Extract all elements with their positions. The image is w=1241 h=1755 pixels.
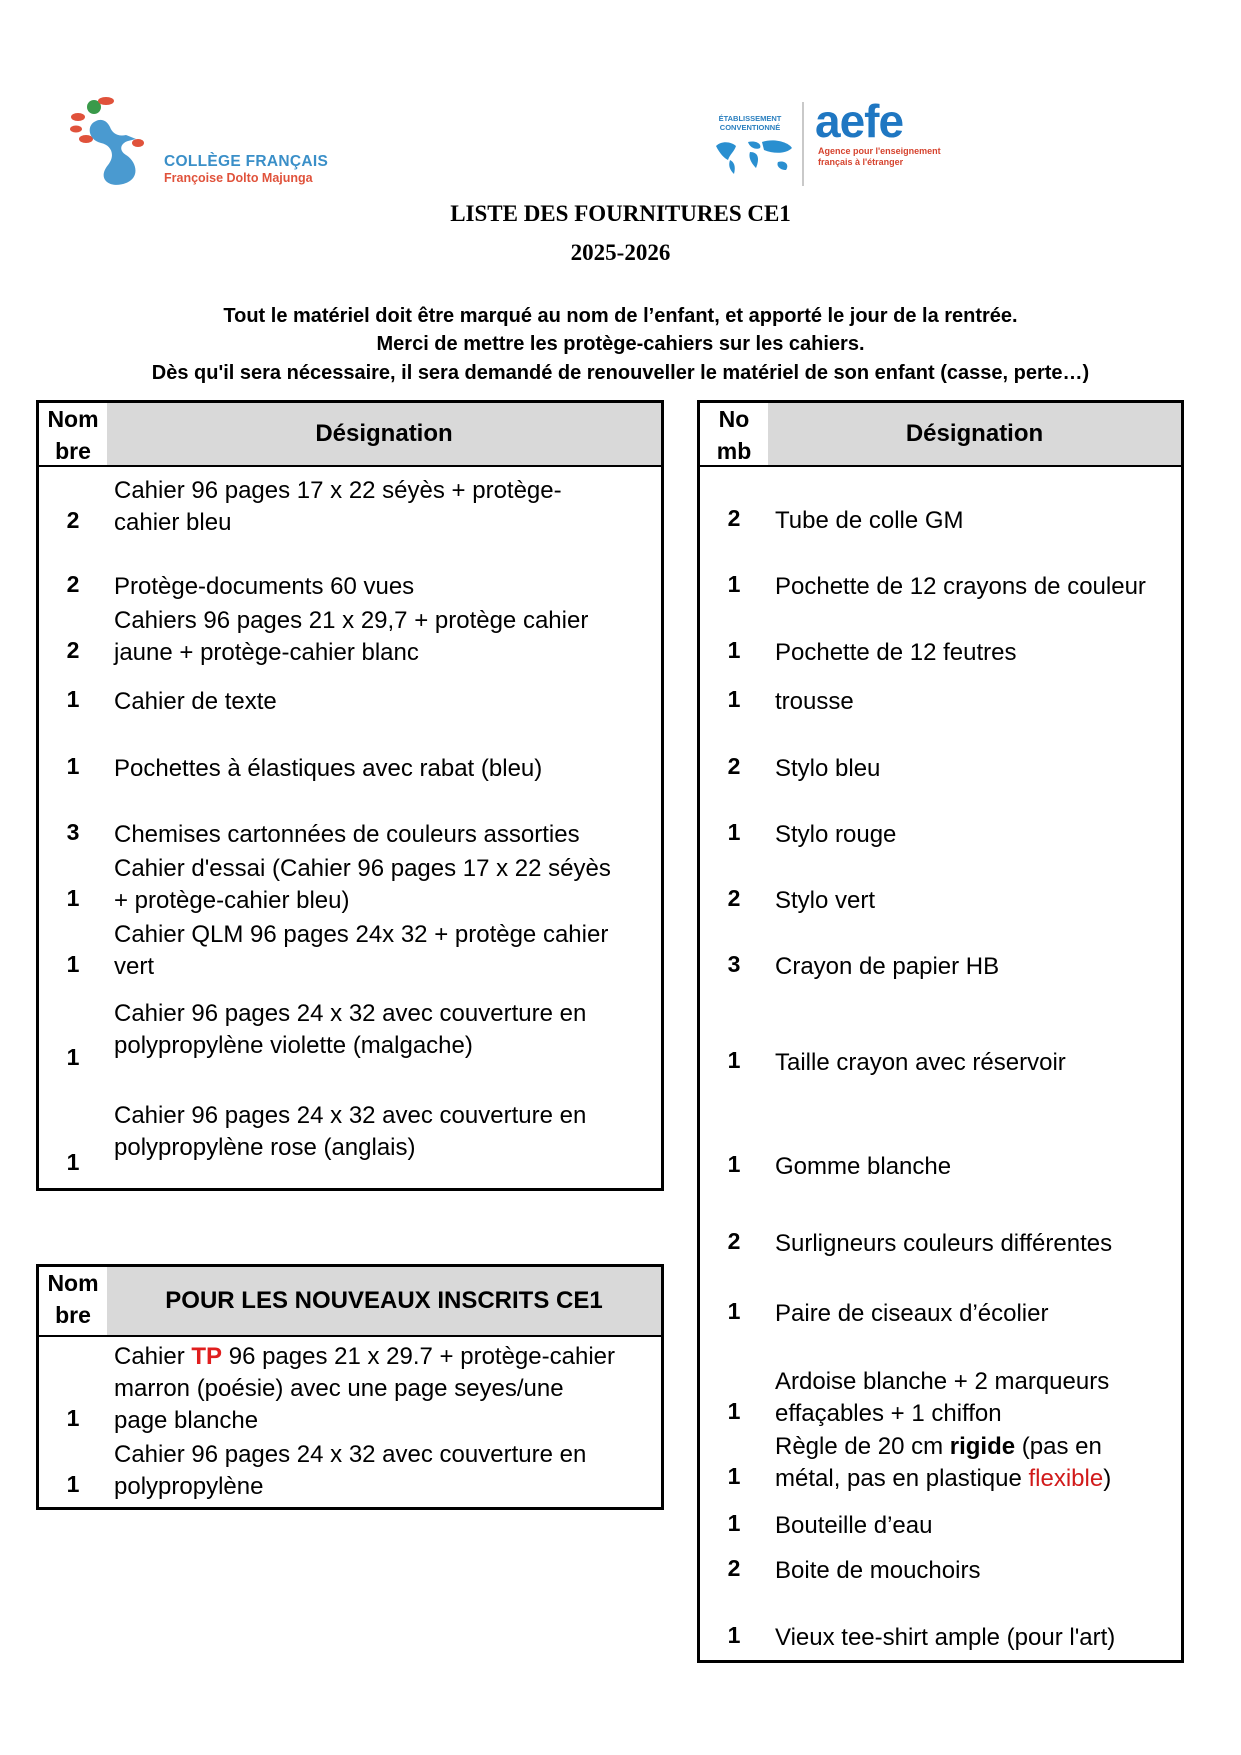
- row-designation: Stylo rouge: [775, 821, 897, 848]
- supplies-table-right: [697, 400, 1184, 1663]
- row-quantity: 1: [727, 637, 741, 663]
- row-designation: Pochettes à élastiques avec rabat (bleu): [114, 755, 543, 782]
- aefe-logo: [708, 95, 948, 190]
- row-quantity: 1: [727, 1398, 741, 1424]
- table-header: [39, 403, 661, 467]
- flexible-highlight: flexible: [1028, 1465, 1104, 1492]
- world-map-icon: [712, 136, 796, 176]
- row-quantity: 1: [66, 753, 80, 779]
- header-new-students: POUR LES NOUVEAUX INSCRITS CE1: [165, 1287, 603, 1314]
- row-designation: Cahier 96 pages 17 x 22 séyès + protège- cahier bleu: [114, 477, 562, 536]
- row-quantity: 1: [66, 686, 80, 712]
- school-year: 2025-2026: [570, 240, 671, 265]
- row-designation: Ardoise blanche + 2 marqueurs effaçables + 1 chiffon: [775, 1368, 1110, 1427]
- document-title: LISTE DES FOURNITURES CE1: [450, 201, 791, 226]
- row-designation: trousse: [775, 688, 854, 715]
- college-subtitle: Françoise Dolto Majunga: [164, 171, 313, 185]
- row-designation: Chemises cartonnées de couleurs assorties: [114, 821, 580, 848]
- row-quantity: 1: [727, 1510, 741, 1536]
- row-quantity: 2: [727, 505, 741, 531]
- header-number: Nom bre: [39, 403, 107, 465]
- row-quantity: 1: [727, 1463, 741, 1489]
- row-designation: Cahier 96 pages 24 x 32 avec couverture en polypropylène violette (malgache): [114, 1000, 587, 1059]
- row-designation: Surligneurs couleurs différentes: [775, 1230, 1113, 1257]
- row-designation: Protège-documents 60 vues: [114, 573, 415, 600]
- row-quantity: 2: [727, 885, 741, 911]
- row-designation: Stylo bleu: [775, 755, 881, 782]
- row-designation: Cahier de texte: [114, 688, 277, 715]
- header-number: No mb: [700, 403, 768, 465]
- row-designation: Tube de colle GM: [775, 507, 964, 534]
- row-designation: Stylo vert: [775, 887, 876, 914]
- row-quantity: 2: [66, 571, 80, 597]
- row-designation: Cahiers 96 pages 21 x 29,7 + protège cahier jaune + protège-cahier blanc: [114, 607, 589, 666]
- row-designation: Cahier 96 pages 24 x 32 avec couverture en polypropylène: [114, 1441, 587, 1500]
- row-designation: Cahier QLM 96 pages 24x 32 + protège cahier vert: [114, 921, 609, 980]
- row-quantity: 1: [727, 1622, 741, 1648]
- row-quantity: 1: [66, 885, 80, 911]
- row-designation: Pochette de 12 feutres: [775, 639, 1017, 666]
- supplies-table-left: [36, 400, 664, 1191]
- row-designation: Bouteille d’eau: [775, 1512, 933, 1539]
- row-quantity: 3: [727, 951, 741, 977]
- row-quantity: 1: [727, 1151, 741, 1177]
- row-quantity: 2: [66, 507, 80, 533]
- row-quantity: 1: [66, 1044, 80, 1070]
- table-header: [700, 403, 1181, 467]
- row-designation: Gomme blanche: [775, 1153, 952, 1180]
- row-designation: Paire de ciseaux d’écolier: [775, 1300, 1049, 1327]
- header-number: Nom bre: [39, 1267, 107, 1335]
- row-designation: Taille crayon avec réservoir: [775, 1049, 1066, 1076]
- row-quantity: 1: [727, 686, 741, 712]
- row-designation: Cahier 96 pages 24 x 32 avec couverture en polypropylène rose (anglais): [114, 1102, 587, 1161]
- college-name: COLLÈGE FRANÇAIS: [164, 153, 329, 170]
- notice-line-2: Merci de mettre les protège-cahiers sur les cahiers.: [376, 333, 865, 355]
- row-quantity: 1: [727, 571, 741, 597]
- row-quantity: 1: [727, 1047, 741, 1073]
- row-quantity: 2: [727, 1555, 741, 1581]
- logo-divider: [802, 102, 804, 186]
- row-quantity: 1: [66, 951, 80, 977]
- row-designation: Cahier d'essai (Cahier 96 pages 17 x 22 séyès + protège-cahier bleu): [114, 855, 611, 914]
- etablissement-label: ÉTABLISSEMENT CONVENTIONNÉ: [718, 114, 782, 132]
- row-quantity: 1: [66, 1471, 80, 1497]
- row-quantity: 1: [727, 1298, 741, 1324]
- header-designation: Désignation: [905, 420, 1044, 447]
- row-quantity: 1: [727, 819, 741, 845]
- aefe-wordmark: aefe: [815, 95, 904, 147]
- notice-line-1: Tout le matériel doit être marqué au nom de l’enfant, et apporté le jour de la rentrée.: [223, 305, 1018, 327]
- row-quantity: 1: [66, 1149, 80, 1175]
- row-designation: Boite de mouchoirs: [775, 1557, 981, 1584]
- row-quantity: 2: [727, 1228, 741, 1254]
- row-designation: Pochette de 12 crayons de couleur: [775, 573, 1146, 600]
- header-designation: Désignation: [315, 420, 453, 447]
- row-quantity: 2: [66, 637, 80, 663]
- aefe-tagline: Agence pour l'enseignement français à l'étranger: [818, 146, 941, 167]
- new-students-table: [36, 1264, 664, 1510]
- table-header: [39, 1267, 661, 1337]
- row-quantity: 3: [66, 819, 80, 845]
- row-quantity: 2: [727, 753, 741, 779]
- tree-figure-icon: [66, 95, 161, 195]
- row-designation: Cahier TP 96 pages 21 x 29.7 + protège-cahier marron (poésie) avec une page seyes/une page blanche: [114, 1343, 615, 1434]
- tp-highlight: TP: [191, 1343, 223, 1370]
- row-designation: Vieux tee-shirt ample (pour l'art): [775, 1624, 1116, 1651]
- row-designation: Crayon de papier HB: [775, 953, 1000, 980]
- row-quantity: 1: [66, 1405, 80, 1431]
- college-logo: [66, 95, 346, 195]
- row-designation: Règle de 20 cm rigide (pas en métal, pas en plastique flexible): [775, 1433, 1112, 1492]
- notice-line-3: Dès qu'il sera nécessaire, il sera demandé de renouveller le matériel de son enfant (casse, perte…): [151, 362, 1090, 384]
